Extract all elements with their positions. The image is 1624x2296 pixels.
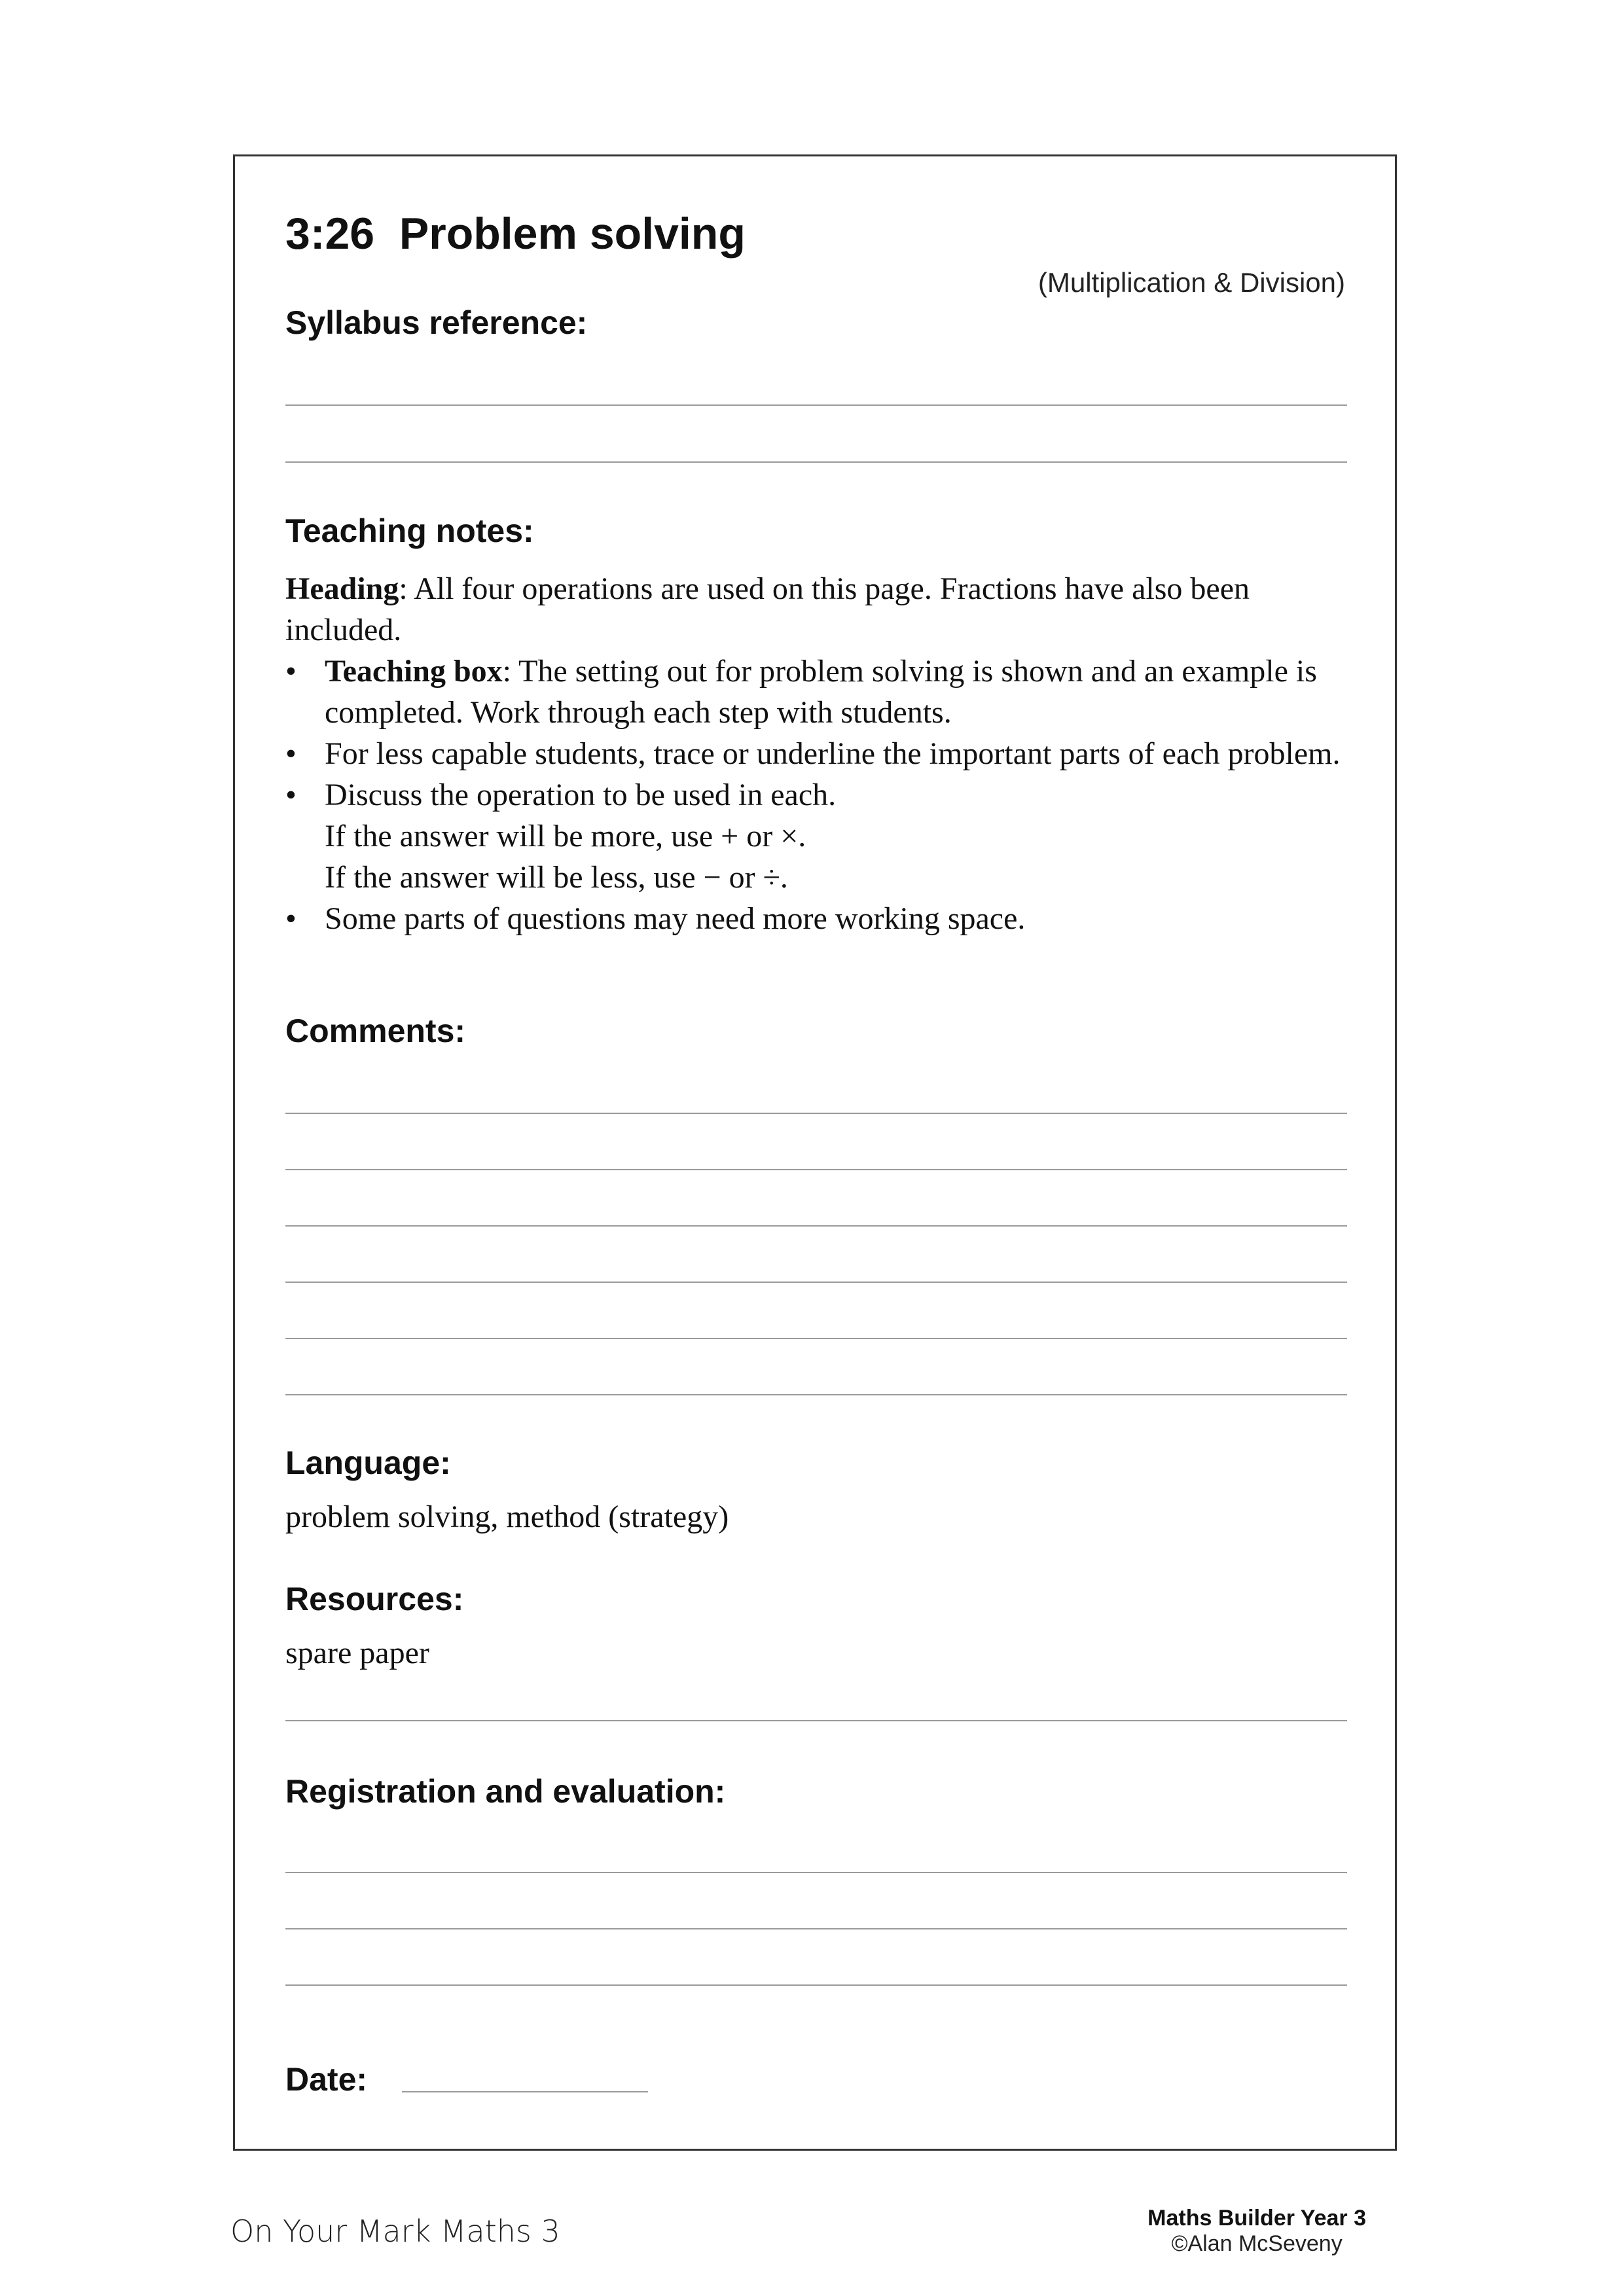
bullet1-text: : The setting out for problem solving is shown and an example is completed. Work through each step with students. (325, 654, 1317, 730)
comments-line-6 (285, 1394, 1347, 1395)
bullet3-line1: • Discuss the operation to be used in each. (325, 778, 837, 812)
resources-text: spare paper (285, 1636, 429, 1670)
intro-text: : All four operations are used on this page. Fractions have also been included. (285, 571, 1250, 647)
comments-line-3 (285, 1225, 1347, 1227)
bullet3-line2: If the answer will be more, use + or ×. (325, 819, 806, 853)
bullet-working-space: • Some parts of questions may need more working space. (285, 898, 1347, 939)
registration-heading: Registration and evaluation: (285, 1773, 726, 1810)
bullet1-bold: Teaching box (325, 654, 503, 689)
comments-heading: Comments: (285, 1013, 466, 1049)
comments-line-1 (285, 1113, 1347, 1114)
registration-line-1 (285, 1872, 1347, 1873)
date-label: Date: (285, 2061, 368, 2098)
bullet-teaching-box (285, 651, 1347, 733)
date-line (402, 2091, 648, 2092)
registration-line-3 (285, 1984, 1347, 1986)
language-text: problem solving, method (strategy) (285, 1499, 729, 1534)
footer-copyright: ©Alan McSeveny (1171, 2231, 1343, 2256)
bullet-discuss-operation (285, 774, 1347, 898)
comments-line-2 (285, 1169, 1347, 1170)
teaching-bullets (285, 651, 1347, 939)
page-title: 3:26 Problem solving (285, 209, 746, 259)
bullet-less-capable: • For less capable students, trace or underline the important parts of each problem. (285, 733, 1347, 774)
syllabus-heading: Syllabus reference: (285, 304, 588, 341)
teaching-intro (285, 568, 1347, 651)
resources-heading: Resources: (285, 1581, 464, 1617)
page-border (233, 154, 1397, 2151)
registration-line-2 (285, 1928, 1347, 1929)
teaching-notes-body (285, 568, 1347, 939)
bullet3-line3: If the answer will be less, use − or ÷. (325, 860, 788, 895)
teaching-notes-heading: Teaching notes: (285, 512, 534, 549)
comments-line-5 (285, 1338, 1347, 1339)
footer-book-title: Maths Builder Year 3 (1147, 2206, 1366, 2231)
resources-line (285, 1720, 1347, 1721)
language-heading: Language: (285, 1444, 451, 1481)
syllabus-line-1 (285, 404, 1347, 406)
intro-bold: Heading (285, 571, 399, 606)
syllabus-line-2 (285, 461, 1347, 463)
footer-series-title: On Your Mark Maths 3 (230, 2214, 560, 2249)
topic-subtitle: (Multiplication & Division) (1038, 267, 1345, 298)
comments-line-4 (285, 1282, 1347, 1283)
footer-credits (1147, 2206, 1366, 2257)
